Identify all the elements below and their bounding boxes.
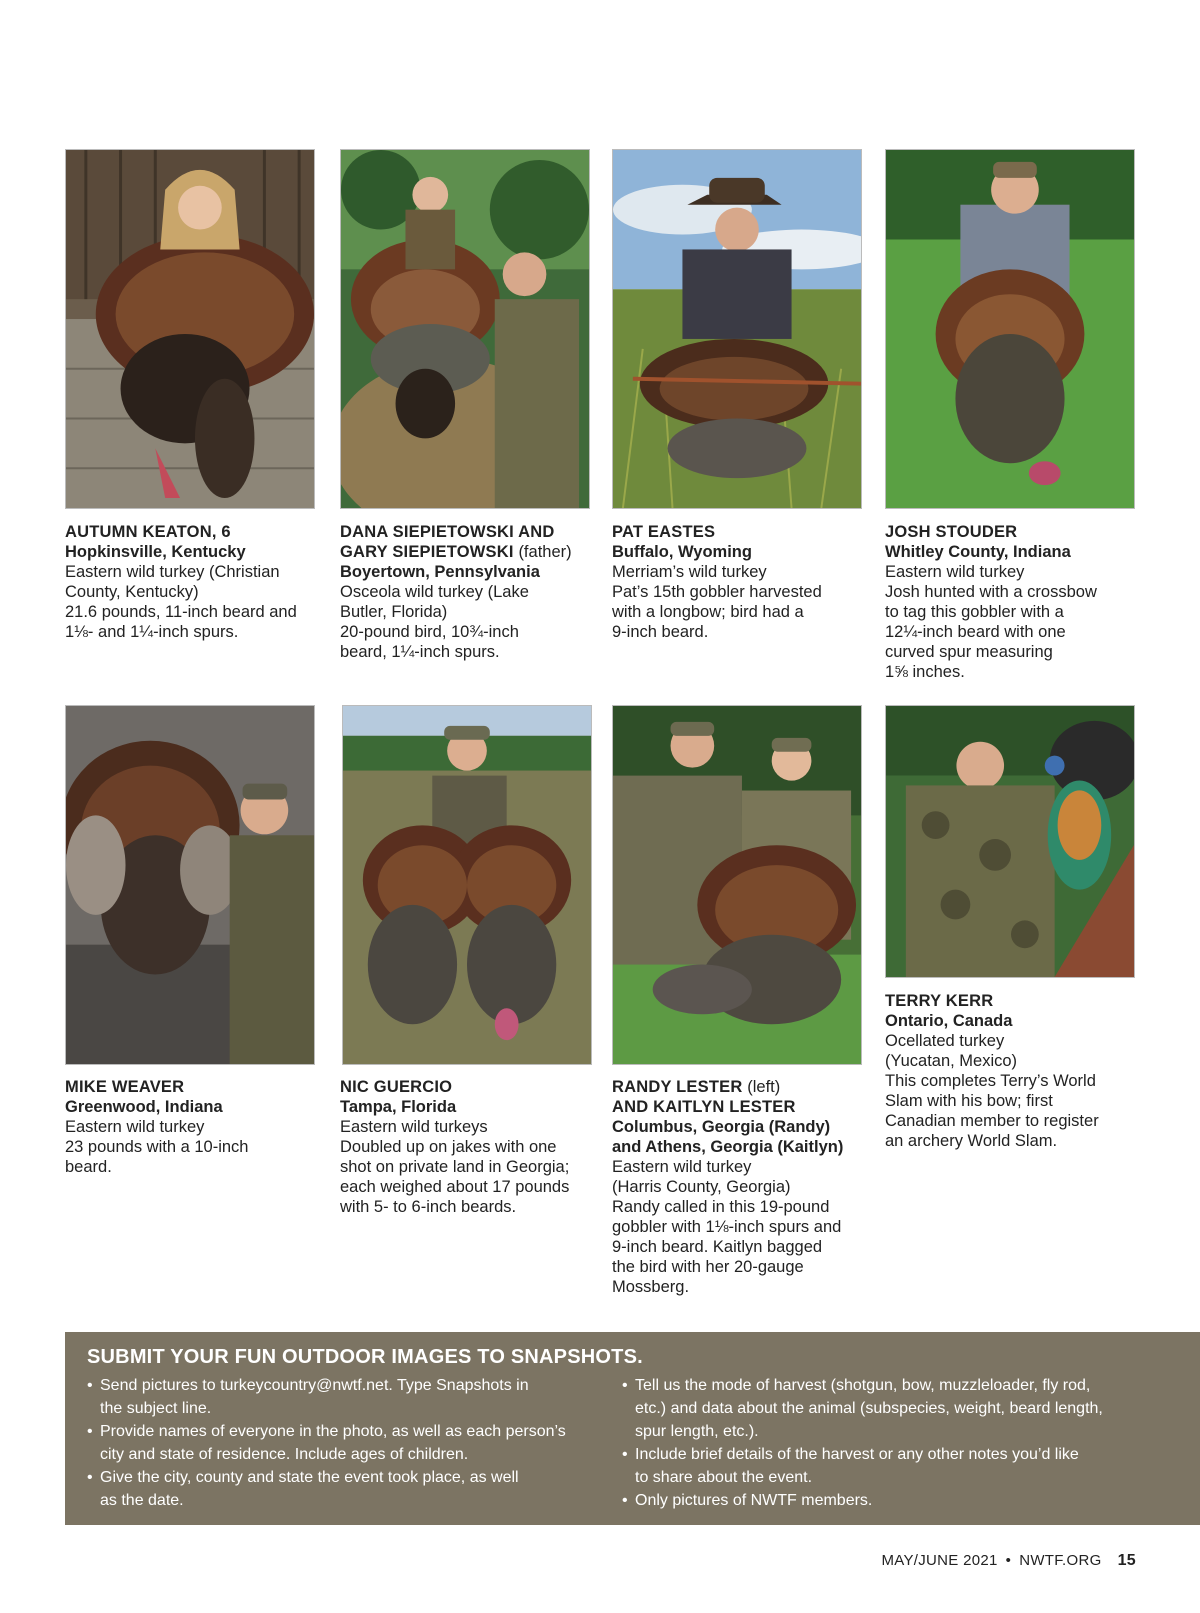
entry-detail: Eastern wild turkey (Christian xyxy=(65,563,280,581)
page-number: 15 xyxy=(1117,1552,1136,1569)
entry-location: Boyertown, Pennsylvania xyxy=(340,563,540,581)
entry-detail: Ocellated turkey xyxy=(885,1032,1005,1050)
entry-detail: Slam with his bow; first xyxy=(885,1092,1053,1110)
entry-detail: 20-pound bird, 10¾-inch xyxy=(340,623,519,641)
submit-item xyxy=(87,1374,622,1420)
entry-location: and Athens, Georgia (Kaitlyn) xyxy=(612,1138,844,1156)
entry-detail: Butler, Florida) xyxy=(340,603,448,621)
photo-randy-kaitlyn-lester xyxy=(612,705,862,1065)
entry-detail: 1⅝ inches. xyxy=(885,663,965,681)
entry-location: Tampa, Florida xyxy=(340,1098,457,1116)
entry-name: PAT EASTES xyxy=(612,523,716,541)
submit-item-line: city and state of residence. Include ages of children. xyxy=(100,1446,469,1463)
photo-mike-weaver xyxy=(65,705,315,1065)
caption-dana-gary-siepietowski xyxy=(340,522,600,662)
entry-detail: (Harris County, Georgia) xyxy=(612,1178,791,1196)
submit-snapshots-box xyxy=(65,1332,1200,1525)
photo-autumn-keaton xyxy=(65,149,315,509)
entry-detail: County, Kentucky) xyxy=(65,583,199,601)
submit-item-line: etc.) and data about the animal (subspecies, weight, beard length, xyxy=(635,1400,1103,1417)
entry-detail: Randy called in this 19-pound xyxy=(612,1198,830,1216)
submit-item xyxy=(87,1466,622,1512)
entry-detail: the bird with her 20-gauge xyxy=(612,1258,804,1276)
submit-title: SUBMIT YOUR FUN OUTDOOR IMAGES TO SNAPSHOTS. xyxy=(87,1346,643,1368)
submit-item-line: Include brief details of the harvest or any other notes you’d like xyxy=(635,1446,1079,1463)
entry-detail: Eastern wild turkey xyxy=(885,563,1025,581)
caption-josh-stouder xyxy=(885,522,1145,682)
submit-item-line: Provide names of everyone in the photo, as well as each person’s xyxy=(100,1423,566,1440)
submit-item xyxy=(87,1420,622,1466)
entry-detail: each weighed about 17 pounds xyxy=(340,1178,570,1196)
entry-name: RANDY LESTER xyxy=(612,1078,743,1096)
entry-name: MIKE WEAVER xyxy=(65,1078,185,1096)
submit-item-line: Only pictures of NWTF members. xyxy=(635,1492,873,1509)
caption-nic-guercio xyxy=(340,1077,600,1217)
entry-detail: to tag this gobbler with a xyxy=(885,603,1064,621)
entry-detail: 12¼-inch beard with one xyxy=(885,623,1066,641)
entry-detail: Canadian member to register xyxy=(885,1112,1099,1130)
entry-detail: Doubled up on jakes with one xyxy=(340,1138,557,1156)
entry-location: Ontario, Canada xyxy=(885,1012,1013,1030)
entry-detail: an archery World Slam. xyxy=(885,1132,1058,1150)
submit-item-line: Send pictures to turkeycountry@nwtf.net. Type Snapshots in xyxy=(100,1377,529,1394)
entry-detail: 23 pounds with a 10-inch xyxy=(65,1138,249,1156)
entry-detail: 9-inch beard. xyxy=(612,623,709,641)
entry-detail: 1⅛- and 1¼-inch spurs. xyxy=(65,623,239,641)
entry-name-note: (father) xyxy=(518,543,572,561)
caption-randy-kaitlyn-lester xyxy=(612,1077,877,1297)
footer-issue: MAY/JUNE 2021 xyxy=(881,1552,998,1569)
submit-item-line: Tell us the mode of harvest (shotgun, bow, muzzleloader, fly rod, xyxy=(635,1377,1091,1394)
entry-detail: Josh hunted with a crossbow xyxy=(885,583,1097,601)
entry-detail: with a longbow; bird had a xyxy=(612,603,804,621)
footer-separator: • xyxy=(1005,1552,1012,1569)
submit-item-line: spur length, etc.). xyxy=(635,1423,759,1440)
entry-detail: Mossberg. xyxy=(612,1278,690,1296)
entry-location: Columbus, Georgia (Randy) xyxy=(612,1118,831,1136)
submit-item-line: as the date. xyxy=(100,1492,184,1509)
entry-location: Greenwood, Indiana xyxy=(65,1098,223,1116)
entry-location: Buffalo, Wyoming xyxy=(612,543,752,561)
entry-detail: Eastern wild turkey xyxy=(612,1158,752,1176)
entry-name: AUTUMN KEATON, 6 xyxy=(65,523,231,541)
submit-right-column xyxy=(622,1374,1157,1512)
entry-detail: gobbler with 1⅛-inch spurs and xyxy=(612,1218,842,1236)
entry-detail: Merriam’s wild turkey xyxy=(612,563,767,581)
entry-detail: Eastern wild turkeys xyxy=(340,1118,488,1136)
caption-mike-weaver xyxy=(65,1077,325,1177)
entry-location: Hopkinsville, Kentucky xyxy=(65,543,246,561)
entry-detail: 21.6 pounds, 11-inch beard and xyxy=(65,603,297,621)
photo-nic-guercio xyxy=(342,705,592,1065)
entry-name: JOSH STOUDER xyxy=(885,523,1018,541)
entry-name-second: AND KAITLYN LESTER xyxy=(612,1098,796,1116)
photo-terry-kerr xyxy=(885,705,1135,978)
caption-autumn-keaton xyxy=(65,522,325,642)
entry-name: DANA SIEPIETOWSKI AND xyxy=(340,523,555,541)
photo-josh-stouder xyxy=(885,149,1135,509)
submit-item-line: Give the city, county and state the event took place, as well xyxy=(100,1469,519,1486)
entry-detail: curved spur measuring xyxy=(885,643,1053,661)
submit-item-line: to share about the event. xyxy=(635,1469,813,1486)
caption-terry-kerr xyxy=(885,991,1145,1151)
entry-name: TERRY KERR xyxy=(885,992,994,1010)
submit-item xyxy=(622,1489,1157,1512)
entry-name: NIC GUERCIO xyxy=(340,1078,453,1096)
caption-pat-eastes xyxy=(612,522,872,642)
submit-item xyxy=(622,1374,1157,1443)
photo-dana-gary-siepietowski xyxy=(340,149,590,509)
entry-detail: beard, 1¼-inch spurs. xyxy=(340,643,500,661)
entry-name-second: GARY SIEPIETOWSKI xyxy=(340,543,514,561)
entry-detail: Eastern wild turkey xyxy=(65,1118,205,1136)
entry-detail: Pat’s 15th gobbler harvested xyxy=(612,583,822,601)
entry-detail: Osceola wild turkey (Lake xyxy=(340,583,529,601)
entry-name-note: (left) xyxy=(747,1078,781,1096)
entry-detail: This completes Terry’s World xyxy=(885,1072,1096,1090)
entry-detail: with 5- to 6-inch beards. xyxy=(340,1198,517,1216)
photo-pat-eastes xyxy=(612,149,862,509)
entry-detail: 9-inch beard. Kaitlyn bagged xyxy=(612,1238,823,1256)
submit-left-column xyxy=(87,1374,622,1512)
entry-detail: shot on private land in Georgia; xyxy=(340,1158,570,1176)
page-footer xyxy=(881,1551,1136,1571)
entry-location: Whitley County, Indiana xyxy=(885,543,1071,561)
entry-detail: (Yucatan, Mexico) xyxy=(885,1052,1018,1070)
footer-site: NWTF.ORG xyxy=(1019,1552,1102,1569)
submit-item-line: the subject line. xyxy=(100,1400,212,1417)
submit-item xyxy=(622,1443,1157,1489)
entry-detail: beard. xyxy=(65,1158,112,1176)
